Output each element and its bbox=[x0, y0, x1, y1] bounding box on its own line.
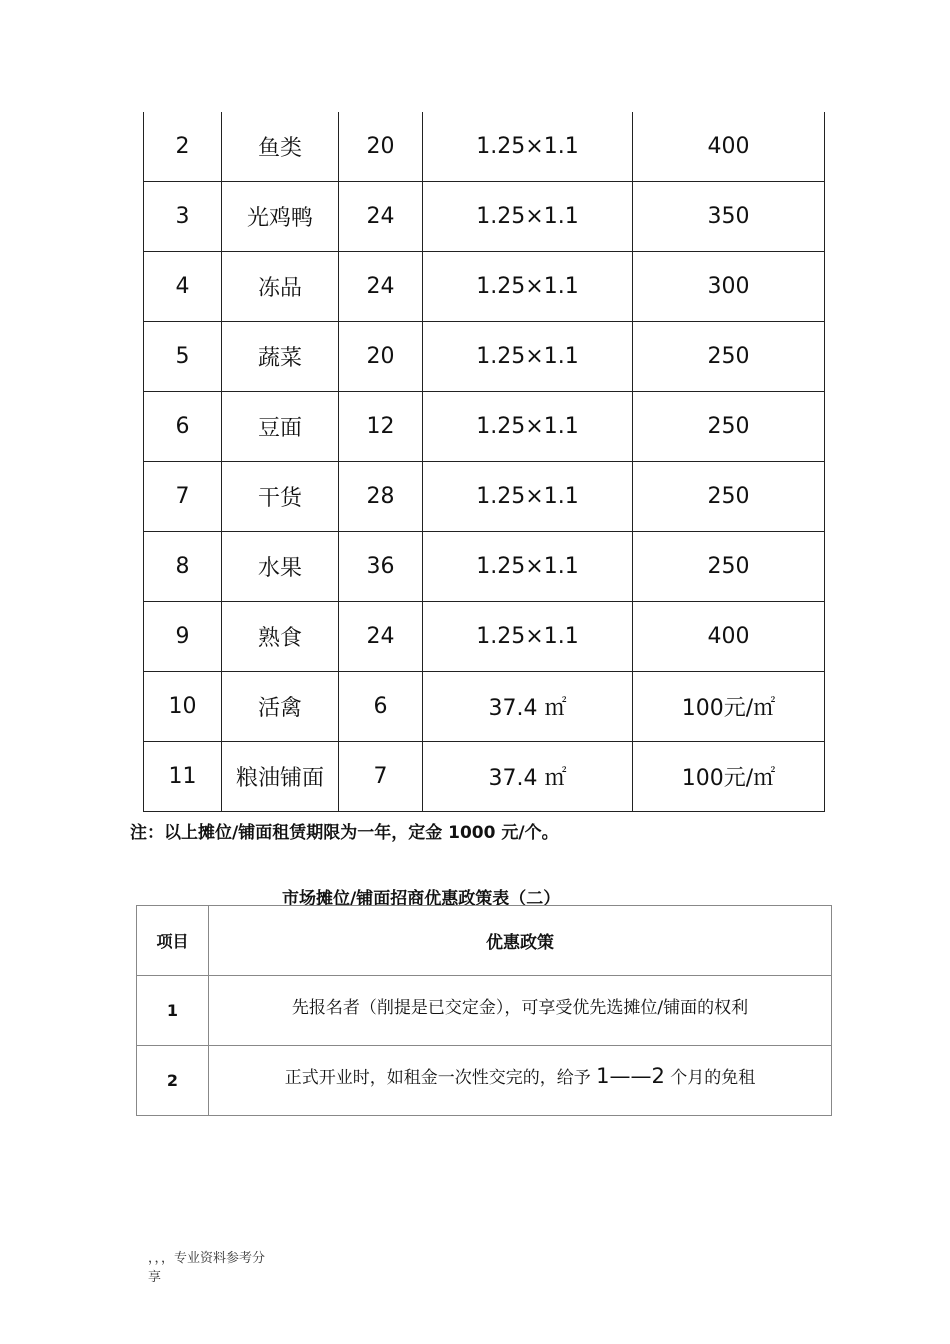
stall-category: 豆面 bbox=[222, 392, 339, 462]
stall-count: 12 bbox=[339, 392, 423, 462]
stall-size: 37.4 ㎡ bbox=[423, 672, 633, 742]
policy-text-part: 正式开业时，如租金一次性交完的，给予 bbox=[284, 1068, 597, 1088]
stall-number: 9 bbox=[144, 602, 222, 672]
stall-category: 粮油铺面 bbox=[222, 742, 339, 812]
policy-text-part: 先报名者（削提是已交定金），可享受优先选摊位/铺面的权利 bbox=[291, 998, 749, 1018]
stall-rent: 100元/㎡ bbox=[633, 742, 825, 812]
table-note: 注：以上摊位/铺面租赁期限为一年，定金 1000 元/个。 bbox=[130, 823, 559, 843]
stall-size: 1.25×1.1 bbox=[423, 532, 633, 602]
stall-size: 1.25×1.1 bbox=[423, 392, 633, 462]
stall-number: 8 bbox=[144, 532, 222, 602]
table-row bbox=[144, 112, 825, 182]
stall-number: 10 bbox=[144, 672, 222, 742]
stall-number: 11 bbox=[144, 742, 222, 812]
stall-size: 1.25×1.1 bbox=[423, 462, 633, 532]
stall-count: 24 bbox=[339, 182, 423, 252]
stall-count: 20 bbox=[339, 112, 423, 182]
stall-rent: 300 bbox=[633, 252, 825, 322]
stall-size: 1.25×1.1 bbox=[423, 322, 633, 392]
stall-rent: 250 bbox=[633, 322, 825, 392]
stall-size: 37.4 ㎡ bbox=[423, 742, 633, 812]
policy-text bbox=[209, 976, 832, 1046]
column-header-policy: 优惠政策 bbox=[209, 906, 832, 976]
table-row bbox=[144, 462, 825, 532]
footer-line: ，，，专业资料参考分 bbox=[148, 1251, 266, 1266]
stall-number: 5 bbox=[144, 322, 222, 392]
stall-number: 2 bbox=[144, 112, 222, 182]
stall-category: 蔬菜 bbox=[222, 322, 339, 392]
stall-count: 24 bbox=[339, 252, 423, 322]
stall-category: 活禽 bbox=[222, 672, 339, 742]
policy-table-title: 市场摊位/铺面招商优惠政策表（二） bbox=[282, 889, 561, 909]
stall-count: 28 bbox=[339, 462, 423, 532]
stall-size: 1.25×1.1 bbox=[423, 112, 633, 182]
table-row bbox=[144, 672, 825, 742]
table-row bbox=[144, 532, 825, 602]
stall-number: 3 bbox=[144, 182, 222, 252]
table-row bbox=[137, 976, 832, 1046]
table-row bbox=[144, 602, 825, 672]
table-row bbox=[137, 1046, 832, 1116]
table-header-row bbox=[137, 906, 832, 976]
policy-text bbox=[209, 1046, 832, 1116]
stall-count: 7 bbox=[339, 742, 423, 812]
table-row bbox=[144, 742, 825, 812]
stall-rent: 400 bbox=[633, 602, 825, 672]
policy-item-number: 2 bbox=[137, 1046, 209, 1116]
stall-count: 24 bbox=[339, 602, 423, 672]
stall-size: 1.25×1.1 bbox=[423, 182, 633, 252]
stall-category: 水果 bbox=[222, 532, 339, 602]
stall-count: 20 bbox=[339, 322, 423, 392]
stall-number: 7 bbox=[144, 462, 222, 532]
stall-count: 36 bbox=[339, 532, 423, 602]
table-row bbox=[144, 322, 825, 392]
footer-line: 享 bbox=[148, 1270, 162, 1285]
table-row bbox=[144, 392, 825, 462]
stall-category: 干货 bbox=[222, 462, 339, 532]
stall-rent: 350 bbox=[633, 182, 825, 252]
stall-category: 光鸡鸭 bbox=[222, 182, 339, 252]
stall-number: 4 bbox=[144, 252, 222, 322]
stall-category: 熟食 bbox=[222, 602, 339, 672]
stall-rent: 250 bbox=[633, 462, 825, 532]
stall-category: 鱼类 bbox=[222, 112, 339, 182]
table-row bbox=[144, 182, 825, 252]
stall-rent: 250 bbox=[633, 532, 825, 602]
stall-size: 1.25×1.1 bbox=[423, 252, 633, 322]
stall-rent: 400 bbox=[633, 112, 825, 182]
stall-number: 6 bbox=[144, 392, 222, 462]
column-header-item: 项目 bbox=[137, 906, 209, 976]
policy-text-months: 1——2 bbox=[596, 1064, 665, 1088]
policy-table bbox=[136, 905, 832, 1116]
policy-item-number: 1 bbox=[137, 976, 209, 1046]
stall-size: 1.25×1.1 bbox=[423, 602, 633, 672]
stall-rent: 250 bbox=[633, 392, 825, 462]
stall-category: 冻品 bbox=[222, 252, 339, 322]
stall-rent: 100元/㎡ bbox=[633, 672, 825, 742]
stall-rent-table bbox=[143, 112, 825, 812]
stall-count: 6 bbox=[339, 672, 423, 742]
policy-text-part: 个月的免租 bbox=[664, 1068, 756, 1088]
page-footer bbox=[148, 1249, 265, 1287]
table-row bbox=[144, 252, 825, 322]
